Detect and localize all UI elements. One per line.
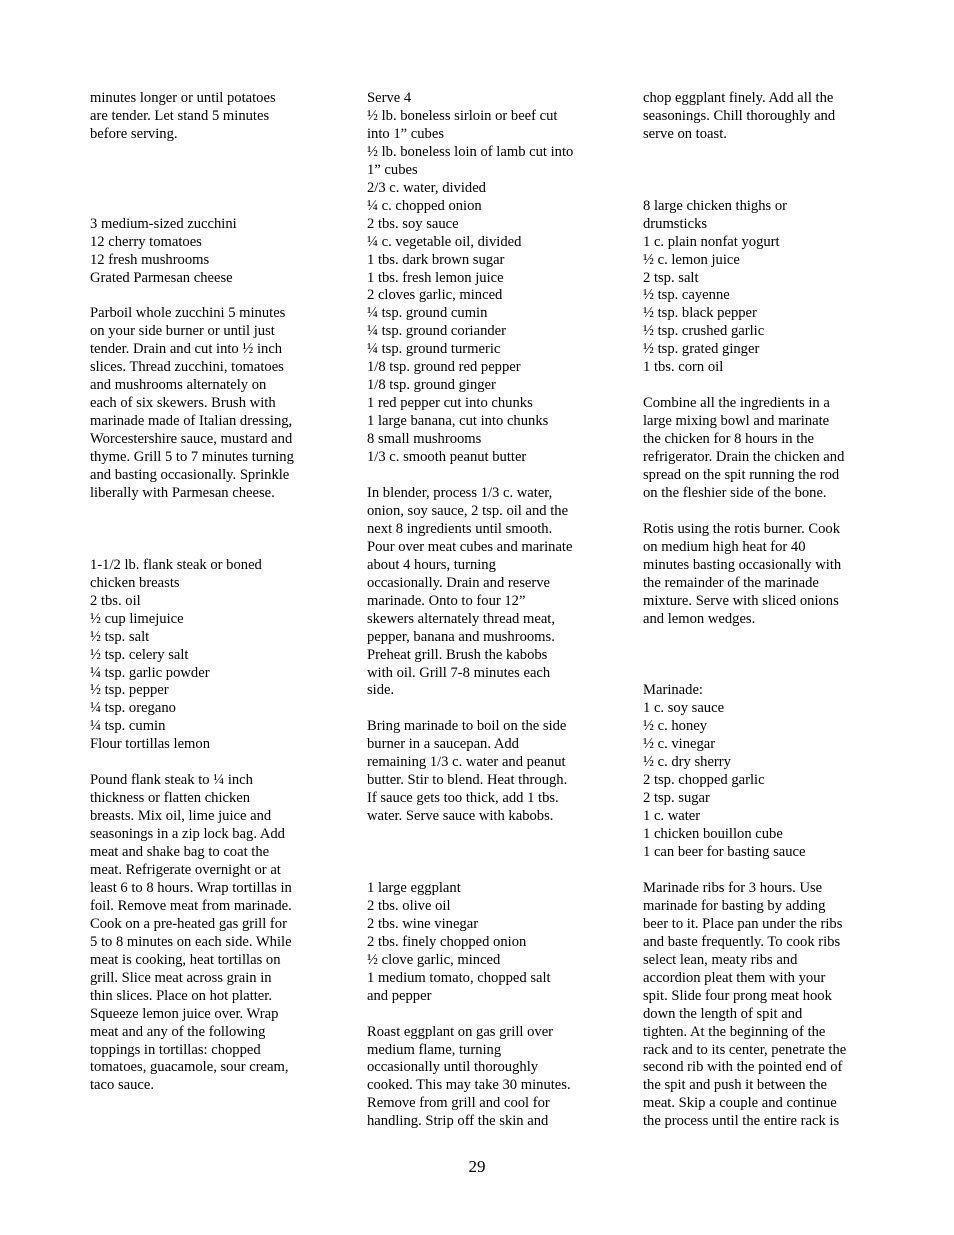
text-line: foil. Remove meat from marinade. <box>90 897 292 914</box>
text-line: ¼ tsp. garlic powder <box>90 664 210 681</box>
text-line: into 1” cubes <box>367 125 445 142</box>
text-line <box>367 467 603 485</box>
text-line: 1” cubes <box>367 161 418 178</box>
text-line: 2 tbs. oil <box>90 592 141 609</box>
text-line: 8 large chicken thighs or <box>643 197 788 214</box>
text-line: ½ c. dry sherry <box>643 754 731 771</box>
text-line: 1 tbs. dark brown sugar <box>367 251 505 268</box>
text-line: ½ c. lemon juice <box>643 251 740 268</box>
text-line: meat and any of the following <box>90 1023 266 1040</box>
text-line: onion, soy sauce, 2 tsp. oil and the <box>367 502 569 519</box>
text-line: side. <box>367 682 395 699</box>
text-line <box>90 162 322 180</box>
text-line <box>643 377 875 395</box>
text-line: 2 tbs. soy sauce <box>367 215 459 232</box>
text-line <box>90 521 322 539</box>
text-line: meat is cooking, heat tortillas on <box>90 951 281 968</box>
text-line: breasts. Mix oil, lime juice and <box>90 808 272 825</box>
text-line <box>90 754 322 772</box>
text-line <box>90 180 322 198</box>
text-line <box>643 665 875 683</box>
text-line: ½ clove garlic, minced <box>367 951 501 968</box>
text-line: 1/3 c. smooth peanut butter <box>367 449 527 466</box>
text-line: down the length of spit and <box>643 1005 803 1022</box>
text-line: and mushrooms alternately on <box>90 377 267 394</box>
text-line: ¼ tsp. oregano <box>90 700 176 717</box>
text-line: thin slices. Place on hot platter. <box>90 987 272 1004</box>
text-line: Pound flank steak to ¼ inch <box>90 772 253 789</box>
text-line: seasonings in a zip lock bag. Add <box>90 826 285 843</box>
text-line: ¼ c. chopped onion <box>367 197 482 214</box>
text-line: 1 red pepper cut into chunks <box>367 395 533 412</box>
text-line <box>367 826 603 844</box>
text-line: accordion pleat them with your <box>643 969 826 986</box>
text-line: are tender. Let stand 5 minutes <box>90 107 270 124</box>
text-line: ¼ c. vegetable oil, divided <box>367 233 522 250</box>
text-line <box>367 1006 603 1024</box>
text-line: 12 fresh mushrooms <box>90 251 210 268</box>
text-line: Cook on a pre-heated gas grill for <box>90 915 287 932</box>
text-line: ½ tsp. black pepper <box>643 305 757 322</box>
text-line: 2 cloves garlic, minced <box>367 287 503 304</box>
text-line <box>643 144 875 162</box>
text-line: serve on toast. <box>643 125 727 142</box>
text-line: before serving. <box>90 125 178 142</box>
text-line: Serve 4 <box>367 90 412 106</box>
text-line: ½ cup limejuice <box>90 610 184 627</box>
text-line <box>90 503 322 521</box>
text-line: Pour over meat cubes and marinate <box>367 538 573 555</box>
text-line: tomatoes, guacamole, sour cream, <box>90 1059 289 1076</box>
text-line: 2 tsp. salt <box>643 269 699 286</box>
text-line: Bring marinade to boil on the side <box>367 718 567 735</box>
text-line: taco sauce. <box>90 1077 155 1094</box>
column-left <box>90 90 322 1095</box>
text-line <box>367 700 603 718</box>
text-line: medium flame, turning <box>367 1041 502 1058</box>
text-line: mixture. Serve with sliced onions <box>643 592 839 609</box>
text-line: and baste frequently. To cook ribs <box>643 933 841 950</box>
text-line: 1 can beer for basting sauce <box>643 844 806 861</box>
column-right <box>643 90 875 1131</box>
text-line: occasionally until thoroughly <box>367 1059 539 1076</box>
text-line: 1 medium tomato, chopped salt <box>367 969 551 986</box>
text-line: the process until the entire rack is <box>643 1113 840 1130</box>
text-line <box>643 862 875 880</box>
text-line: meat and shake bag to coat the <box>90 844 270 861</box>
text-line: 1 large banana, cut into chunks <box>367 413 549 430</box>
text-line: with oil. Grill 7-8 minutes each <box>367 664 551 681</box>
text-line: slices. Thread zucchini, tomatoes <box>90 359 284 376</box>
text-line: refrigerator. Drain the chicken and <box>643 449 845 466</box>
text-line: 5 to 8 minutes on each side. While <box>90 933 292 950</box>
text-line <box>90 144 322 162</box>
text-line: pepper, banana and mushrooms. <box>367 628 555 645</box>
text-line: If sauce gets too thick, add 1 tbs. <box>367 790 559 807</box>
text-line: seasonings. Chill thoroughly and <box>643 107 836 124</box>
text-line: marinade for basting by adding <box>643 897 826 914</box>
text-line: 2 tsp. sugar <box>643 790 710 807</box>
text-line: Flour tortillas lemon <box>90 736 210 753</box>
text-line: 1 tbs. corn oil <box>643 359 724 376</box>
text-line: 2 tbs. finely chopped onion <box>367 933 527 950</box>
text-line: ½ tsp. grated ginger <box>643 341 760 358</box>
text-line: 1/8 tsp. ground ginger <box>367 377 496 394</box>
text-line <box>643 503 875 521</box>
text-line: water. Serve sauce with kabobs. <box>367 808 554 825</box>
text-line: 3 medium-sized zucchini <box>90 215 237 232</box>
text-line: 12 cherry tomatoes <box>90 233 202 250</box>
text-line: 1-1/2 lb. flank steak or boned <box>90 556 262 573</box>
text-line: ½ tsp. salt <box>90 628 150 645</box>
page-number: 29 <box>468 1157 486 1176</box>
text-line: burner in a saucepan. Add <box>367 736 519 753</box>
text-line: ½ c. vinegar <box>643 736 716 753</box>
text-line <box>367 844 603 862</box>
text-line: the remainder of the marinade <box>643 574 819 591</box>
text-line: minutes longer or until potatoes <box>90 90 276 106</box>
text-line: chicken breasts <box>90 574 180 591</box>
text-line: thyme. Grill 5 to 7 minutes turning <box>90 449 294 466</box>
text-line <box>90 198 322 216</box>
text-line: tighten. At the beginning of the <box>643 1023 826 1040</box>
text-line: marinade. Onto to four 12” <box>367 592 526 609</box>
text-line: occasionally. Drain and reserve <box>367 574 551 591</box>
text-line: ½ lb. boneless sirloin or beef cut <box>367 107 558 124</box>
text-line: ½ tsp. celery salt <box>90 646 189 663</box>
text-line: the spit and push it between the <box>643 1077 828 1094</box>
text-line: remaining 1/3 c. water and peanut <box>367 754 566 771</box>
column-middle <box>367 90 603 1131</box>
text-line: ½ c. honey <box>643 718 708 735</box>
text-line: Worcestershire sauce, mustard and <box>90 431 293 448</box>
text-line: In blender, process 1/3 c. water, <box>367 484 553 501</box>
text-line: ½ tsp. pepper <box>90 682 169 699</box>
text-line: 1 tbs. fresh lemon juice <box>367 269 504 286</box>
text-line: Marinade: <box>643 682 703 699</box>
text-line: meat. Skip a couple and continue <box>643 1095 837 1112</box>
text-line: 1 c. soy sauce <box>643 700 725 717</box>
text-line: drumsticks <box>643 215 708 232</box>
text-line: 2 tsp. chopped garlic <box>643 772 765 789</box>
text-line: ¼ tsp. ground turmeric <box>367 341 501 358</box>
text-line: marinade made of Italian dressing, <box>90 413 293 430</box>
text-line: beer to it. Place pan under the ribs <box>643 915 843 932</box>
text-line <box>643 647 875 665</box>
text-line: grill. Slice meat across grain in <box>90 969 272 986</box>
text-line: tender. Drain and cut into ½ inch <box>90 341 283 358</box>
text-line <box>90 539 322 557</box>
text-line: spit. Slide four prong meat hook <box>643 987 832 1004</box>
text-line: ½ tsp. crushed garlic <box>643 323 765 340</box>
text-line: ¼ tsp. cumin <box>90 718 166 735</box>
text-line <box>367 862 603 880</box>
text-line: Grated Parmesan cheese <box>90 269 233 286</box>
text-line: about 4 hours, turning <box>367 556 496 573</box>
text-line: handling. Strip off the skin and <box>367 1113 549 1130</box>
text-line: and lemon wedges. <box>643 610 756 627</box>
text-line: chop eggplant finely. Add all the <box>643 90 834 106</box>
text-line: meat. Refrigerate overnight or at <box>90 861 281 878</box>
text-line: 1 c. water <box>643 808 701 825</box>
text-line: ¼ tsp. ground coriander <box>367 323 507 340</box>
text-line: spread on the spit running the rod <box>643 467 840 484</box>
text-line: least 6 to 8 hours. Wrap tortillas in <box>90 879 292 896</box>
text-line: 1 c. plain nonfat yogurt <box>643 233 780 250</box>
text-line: Combine all the ingredients in a <box>643 395 830 412</box>
text-line <box>90 287 322 305</box>
text-line: on your side burner or until just <box>90 323 275 340</box>
text-line: select lean, meaty ribs and <box>643 951 798 968</box>
text-line: and pepper <box>367 987 432 1004</box>
text-line: each of six skewers. Brush with <box>90 395 276 412</box>
text-line: minutes basting occasionally with <box>643 556 842 573</box>
text-line <box>643 180 875 198</box>
text-line: 1 large eggplant <box>367 879 461 896</box>
text-line: 2/3 c. water, divided <box>367 179 486 196</box>
text-line <box>643 629 875 647</box>
text-line: toppings in tortillas: chopped <box>90 1041 261 1058</box>
text-line: ½ lb. boneless loin of lamb cut into <box>367 143 574 160</box>
text-line: 1/8 tsp. ground red pepper <box>367 359 521 376</box>
text-line: ½ tsp. cayenne <box>643 287 730 304</box>
text-line: butter. Stir to blend. Heat through. <box>367 772 568 789</box>
text-line <box>643 162 875 180</box>
text-line: on medium high heat for 40 <box>643 538 806 555</box>
text-line: Squeeze lemon juice over. Wrap <box>90 1005 279 1022</box>
text-line: Roast eggplant on gas grill over <box>367 1023 554 1040</box>
text-line: Remove from grill and cool for <box>367 1095 550 1112</box>
text-line: and basting occasionally. Sprinkle <box>90 467 290 484</box>
text-line: the chicken for 8 hours in the <box>643 431 815 448</box>
text-line: rack and to its center, penetrate the <box>643 1041 847 1058</box>
text-line: liberally with Parmesan cheese. <box>90 484 275 501</box>
text-line: Preheat grill. Brush the kabobs <box>367 646 548 663</box>
text-line: 8 small mushrooms <box>367 431 482 448</box>
text-line: 2 tbs. olive oil <box>367 897 451 914</box>
text-line: 1 chicken bouillon cube <box>643 826 783 843</box>
text-line: thickness or flatten chicken <box>90 790 251 807</box>
text-line: second rib with the pointed end of <box>643 1059 843 1076</box>
text-line: skewers alternately thread meat, <box>367 610 556 627</box>
text-line: next 8 ingredients until smooth. <box>367 520 553 537</box>
text-line: large mixing bowl and marinate <box>643 413 830 430</box>
text-line: cooked. This may take 30 minutes. <box>367 1077 571 1094</box>
text-line: Marinade ribs for 3 hours. Use <box>643 879 823 896</box>
text-line: Rotis using the rotis burner. Cook <box>643 520 841 537</box>
text-line: ¼ tsp. ground cumin <box>367 305 488 322</box>
text-line: Parboil whole zucchini 5 minutes <box>90 305 286 322</box>
text-line: 2 tbs. wine vinegar <box>367 915 479 932</box>
text-line: on the fleshier side of the bone. <box>643 484 827 501</box>
